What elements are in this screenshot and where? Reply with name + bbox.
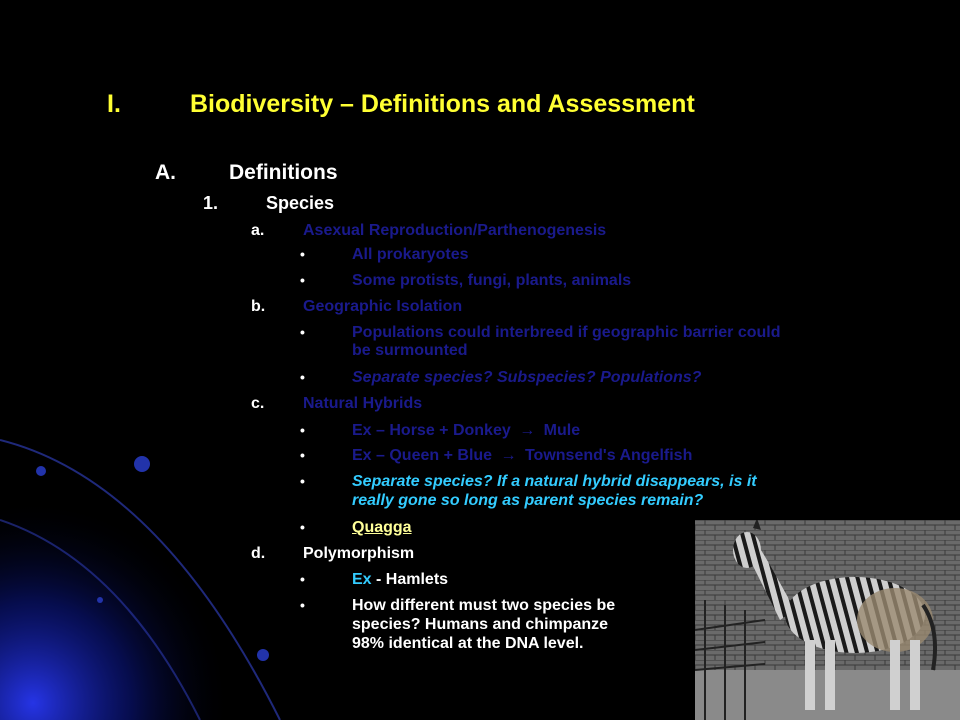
- arrow-icon: →: [519, 422, 536, 439]
- bullet: •: [300, 246, 305, 262]
- bullet: •: [300, 422, 305, 438]
- ex-label: Ex: [352, 571, 372, 588]
- subsection-title: Species: [266, 193, 335, 213]
- list-item: Separate species? Subspecies? Populations?: [352, 369, 702, 386]
- hybrid-result: Mule: [543, 422, 581, 439]
- list-item-continued: 98% identical at the DNA level.: [352, 635, 584, 652]
- item-d-label: Polymorphism: [303, 545, 415, 562]
- list-item-continued: be surmounted: [352, 342, 468, 359]
- slide-title: Biodiversity – Definitions and Assessment: [190, 90, 695, 118]
- ex-text: - Hamlets: [371, 571, 449, 588]
- hybrid-result: Townsend's Angelfish: [524, 447, 693, 464]
- hybrid-parents: Ex – Horse + Donkey: [352, 422, 511, 439]
- subsection-number: 1.: [203, 193, 219, 213]
- section-number: A.: [155, 161, 176, 184]
- quagga-photo: [695, 520, 960, 720]
- item-c-label: Natural Hybrids: [303, 395, 423, 412]
- list-item: All prokaryotes: [352, 246, 469, 263]
- bullet: •: [300, 473, 305, 489]
- item-c-number: c.: [251, 395, 265, 412]
- item-b-number: b.: [251, 298, 266, 315]
- list-item-continued: species? Humans and chimpanze: [352, 616, 609, 633]
- list-item: Some protists, fungi, plants, animals: [352, 272, 632, 289]
- arrow-icon: →: [500, 447, 517, 464]
- section-title: Definitions: [229, 161, 338, 184]
- item-a-label: Asexual Reproduction/Parthenogenesis: [303, 222, 607, 239]
- list-item: Separate species? If a natural hybrid disappears, is it: [352, 473, 757, 490]
- quagga-link[interactable]: Quagga: [352, 519, 412, 536]
- list-item-continued: really gone so long as parent species remain?: [352, 492, 704, 509]
- list-item: How different must two species be: [352, 597, 616, 614]
- item-d-number: d.: [251, 545, 266, 562]
- bullet: •: [300, 597, 305, 613]
- bullet: •: [300, 447, 305, 463]
- list-item: [352, 571, 448, 589]
- bullet: •: [300, 571, 305, 587]
- list-item: Populations could interbreed if geographic barrier could: [352, 324, 781, 341]
- hybrid-parents: Ex – Queen + Blue: [352, 447, 493, 464]
- bullet: •: [300, 324, 305, 340]
- item-a-number: a.: [251, 222, 265, 239]
- bullet: •: [300, 272, 305, 288]
- list-item: [352, 422, 580, 440]
- bullet: •: [300, 369, 305, 385]
- bullet: •: [300, 519, 305, 535]
- title-number: I.: [107, 90, 121, 118]
- list-item: [352, 447, 692, 465]
- item-b-label: Geographic Isolation: [303, 298, 463, 315]
